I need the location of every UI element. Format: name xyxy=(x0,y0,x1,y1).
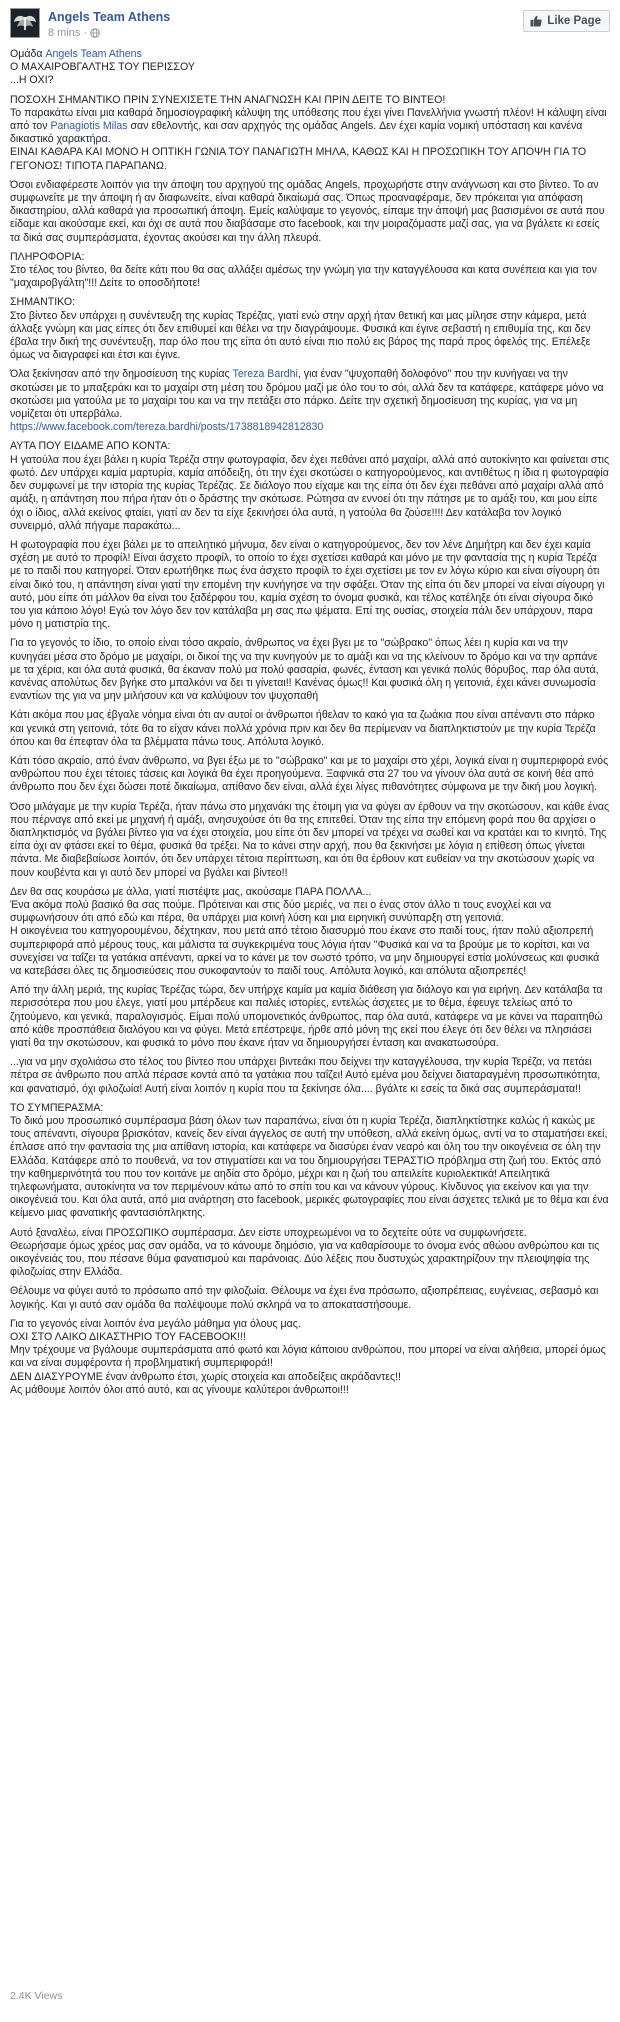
like-page-label: Like Page xyxy=(547,15,601,27)
paragraph-7: Η φωτογραφία που έχει βάλει με το απειλητικό μήνυμα, δεν είναι ο κατηγορούμενος, δεν τον λένε Δημήτρη και δεν έχει καμία σχέση με αυτό το προφίλ! Είναι άσχετο προφίλ, το οποίο το έχει σχετίσει καθαρά και μόνο με την φαντασία της η κυρία Τερέζα με το παιδί που κατηγορεί. Όταν ερωτήθηκε πως ένα άσχετο προφίλ το έχει σχετίσει με τον εν λόγω κύριο και είναι σίγουρη ότι είναι δικό του, η απάντηση είναι γιατί την επομένη την κυνήγησε να την σφάξει. Όταν της είπα ότι δεν μπορεί να είναι σίγουρη γι αυτό, μου είπε ότι μάλλον θα είναι του ξαδέρφου του, καμία σχέση το όνομα φυσικά, και τέλος κατέληξε ότι είναι σίγουρα δικό του για κάποιο λόγο! Εγώ τον λόγο δεν τον κατάλαβα μη σας πω ψέματα. Επί της ουσίας, στοιχεία πάλι δεν υπάρχουν, παρα μόνο η ματιστρία της. xyxy=(10,538,605,631)
p12-line-c: Η οικογένεια του κατηγορουμένου, δέχτηκαν, που μετά από τέτοιο διασυρμό που έκανε στο παιδί τους, ήταν πολύ αξιοπρεπή συμπεριφορά από μέρους τους, και μάλιστα τα συγκεκριμένα τους λόγια ήταν "Φυσικά και να τα βρούμε με το κορίτσι, και να συνεχίσει να ταΐζει τα γατάκια απέναντι, αρκεί να το κάνει με τον σωστό τρόπο, να μην δημιουργεί εστία μολύνσεως και φυσικά να κατεβάσει όλες τις δημοσιεύσεις που συκοφαντούν το παιδί τους. Απόλυτα λογικό, και απόλυτα αξιοπρεπές! xyxy=(10,925,600,977)
p12-line-a: Δεν θα σας κουράσω με άλλα, γιατί πιστέψτε μας, ακούσαμε ΠΑΡΑ ΠΟΛΛΑ... xyxy=(10,885,372,898)
p16-line-b: Θεωρήσαμε όμως χρέος μας σαν ομάδα, να το κάνουμε δημόσιο, για να καθαρίσουμε το όνομα ενός αθώου ανθρώπου και τις οικογένειάς του, που πέσανε θύμα φανατισμού και παράνοιας. Δύο λέξεις που δυστυχώς χαρακτηρίζουν την πλειοψηφία της φιλοζωίας στην Ελλάδα. xyxy=(10,1239,600,1279)
disclaimer-text-cont: σαν εθελοντής, και σαν αρχηγός της ομάδας Angels. Δεν έχει καμία νομική υπόσταση και κανένα δικαστικό χαρακτήρα. xyxy=(10,120,583,146)
observations-text: Η γατούλα που έχει βάλει η κυρία Τερέζα στην φωτογραφία, δεν έχει πεθάνει από μαχαίρι, αλλά από αυτοκίνητο και φαίνεται στις φωτό. Δεν υπάρχει καμία μαρτυρία, καμία απόδειξη, ότι την έχει σκοτώσει ο κατηγορούμενος, και αντιθέτως η ίδια η φωτογραφία δεν συμφωνεί με την ιστορία της κυρίας Τερέζας. Σε διάλογο που είχαμε και της είπα ότι δεν έχει πεθάνει από μαχαίρι αλλά από αμάξι, η απάντηση που πήρα ήταν ότι ο δράστης την σκότωσε. Ρώτησα αν εννοεί ότι την πάτησε με το αμάξι του, και μου είπε όχι ο ίδιος, αλλά εκείνος φταίει, γιατί αν δεν τα είχε ξεκινήσει όλα αυτά, η γατούλα θα ζούσε!!!! Δεν κατάλαβα τον λογικό συνειρμό, αλλά πήγαμε παρακάτω... xyxy=(10,453,610,532)
p16-line-a: Αυτό ξαναλέω, είναι ΠΡΟΣΩΠΙΚΟ συμπέρασμα. Δεν είστε υποχρεωμένοι να το δεχτείτε ούτε να συμφωνήσετε. xyxy=(10,1226,527,1239)
intro-paragraph xyxy=(10,48,610,88)
page-avatar[interactable] xyxy=(10,8,40,38)
disclaimer-text: Το παρακάτω είναι μια καθαρά δημοσιογραφική κάλυψη της υπόθεσης που έχει γίνει Πανελλήνια γνωστή πλέον! Η κάλυψη είναι από τον xyxy=(10,106,607,133)
time-text[interactable]: 8 mins xyxy=(48,27,81,39)
author-mention-link[interactable]: Panagiotis Milas xyxy=(50,120,128,133)
page-name-link[interactable]: Angels Team Athens xyxy=(48,10,171,24)
observations-paragraph xyxy=(10,440,610,532)
post-title: Ο ΜΑΧΑΙΡΟΒΓΑΛΤΗΣ ΤΟΥ ΠΕΡΙΣΣΟΥ xyxy=(10,61,195,74)
info-paragraph xyxy=(10,251,610,291)
paragraph-17: Θέλουμε να φύγει αυτό το πρόσωπο από την φιλοζωία. Θέλουμε να έχει ένα πρόσωπο, αξιοπρέπειας, ευγένειας, σεβασμό και λογικής. Και γι αυτό σαν ομάδα θα παλέψουμε πολύ σκληρά να το αποκαταστήσουμε. xyxy=(10,1285,599,1311)
post-subtitle: ...Η ΟΧΙ? xyxy=(10,74,54,87)
conclusion-heading: ΤΟ ΣΥΜΠΕΡΑΣΜΑ: xyxy=(10,1101,104,1114)
paragraph-13: Από την άλλη μεριά, της κυρίας Τερέζας τώρα, δεν υπήρχε καμία μα καμία διάθεση για διάλογο και για ειρήνη. Δεν κατάλαβα τα περισσότερα που μου έλεγε, γιατί μου μπέρδευε και παλιές ιστορίες, εντελώς άσχετες με το θέμα, έφευγε τελείως από το ζητούμενο, και γενικά, παραλογισμός. Είμαι πολύ υπομονετικός άνθρωπος, παρ όλα αυτά, κατάφερε να με κάνει να παραιτηθώ από κάθε προσπάθεια διαλόγου και να φύγει. Μετά επέστρεψε, ήρθε από μόνη της εκεί που έλεγε ότι δεν θέλει να πλησιάσει γιατί θα την σκοτώσουν, και φυσικά το μόνο που έκανε ήταν να δημιουργήσει ένταση και ανακατωσούρα. xyxy=(10,984,603,1050)
conclusion-paragraph xyxy=(10,1102,610,1221)
disclaimer-caps: ΕΙΝΑΙ ΚΑΘΑΡΑ ΚΑΙ ΜΟΝΟ Η ΟΠΤΙΚΗ ΓΩΝΙΑ ΤΟΥ ΠΑΝΑΓΙΩΤΗ ΜΗΛΑ, ΚΑΘΩΣ ΚΑΙ Η ΠΡΟΣΩΠΙΚΗ ΤΟΥ ΑΠΟΨΗ ΓΙΑ ΤΟ ΓΕΓΟΝΟΣ! ΤΙΠΟΤΑ ΠΑΡΑΠΑΝΩ. xyxy=(10,146,587,172)
like-page-button[interactable] xyxy=(523,10,610,32)
paragraph-10: Κάτι τόσο ακραίο, από έναν άνθρωπο, να βγει έξω με το "σώβρακο" και με το μαχαίρι στο χέρι, λογικά είναι η συμπεριφορά ενός ανθρώπου που έχει τέτοιες τάσεις και λογικά θα έχει προηγούμενα. Ξαφνικά στα 27 του να γίνουν όλα αυτά σε κοινή θέα από άνθρωπο που δεν έχει δώσει ποτέ δικαίωμα, απίθανο δεν είναι, αλλά έχει λίγες πιθανότητες σύμφωνα με την δική μου λογική. xyxy=(10,754,609,794)
important-paragraph xyxy=(10,296,610,362)
closing-line-b: ΟΧΙ ΣΤΟ ΛΑΙΚΟ ΔΙΚΑΣΤΗΡΙΟ ΤΟΥ FACEBOOK!!! xyxy=(10,1331,246,1344)
thumbs-up-icon xyxy=(530,15,542,27)
info-heading: ΠΛΗΡΟΦΟΡΙΑ: xyxy=(10,250,85,263)
person-mention-link[interactable]: Tereza Bardhi xyxy=(232,368,298,381)
facebook-post-url-link[interactable]: https://www.facebook.com/tereza.bardhi/posts/1738818942812830 xyxy=(10,421,324,434)
origin-text-cont: , για έναν "ψυχοπαθή δολοφόνο" που την κυνήγαει να την σκοτώσει με το μπαξεράκι και το μαχαίρι στη μέση του δρόμου μαζί με όλο του το σόι, αλλά δεν τα κατάφερε, κατάφερε μόνο να σκοτώσει μια γατούλα με το μαχαίρι του και να την πετάξει στο πάρκο. Δείτε την σχετική δημοσίευση της κυρίας, για να μη νομίζεται ότι υπερβάλω. xyxy=(10,368,604,421)
conclusion-text: Το δικό μου προσωπικό συμπέρασμα βάση όλων των παραπάνω, είναι ότι η κυρία Τερέζα, διαπληκτίστηκε καλώς ή κακώς με τους απέναντι, σίγουρα βρισκόταν, κανείς δεν είναι άγγελος σε αυτή την υπόθεση, αλλά εκείνη όμως, αντί να το σταματήσει εκεί, έπλασε από την φαντασία της μια απίθανη ιστορία, και κατάφερε να διασύρει έναν νεαρό και όλη του την οικογένεια σε όλη την Ελλάδα. Κατάφερε από το πουθενά, να τον στιγματίσει και να του δημιουργήσει ΤΕΡΑΣΤΙΟ πρόβλημα στη ζωή του. Εκτός από την καθημερινότητά του που τον κοιτάνε με αηδία στο δρόμο, μέχρι και η ζωή του απειλείτε κυριολεκτικά! Απειλητικά τηλεφωνήματα, αυτοκίνητα να τον περιμένουν κάτω από το σπίτι του και να κάνουν γύρους. Κίνδυνος για εκείνον και για την οικογένειά του. Και όλα αυτά, από μια ανάρτηση στο facebook, μερικές φωτογραφίες που είναι άσχετες τελικά με το θέμα και ένα κείμενο μιας φανατικής φαντασιόπληκτης. xyxy=(10,1115,609,1220)
separator-dot: · xyxy=(83,27,88,39)
post-header xyxy=(10,8,610,48)
disclaimer-paragraph xyxy=(10,94,610,173)
paragraph-11: Όσο μιλάγαμε με την κυρία Τερέζα, ήταν πάνω στο μηχανάκι της έτοιμη για να φύγει αν έρθουν να την σκοτώσουν, και κάθε ένας που πέρναγε από εκεί με μηχανή ή αμάξι, ανησυχούσε ότι θα της επιτεθεί. Όταν της είπα την επόμενη φορά που θα αρχίσει ο διαπληκτισμός να βγάλει βίντεο για να έχει στοιχεία, μου είπε ότι δεν μπορεί να τρέχει να σωθεί και να κρατάει και το κινητό. Της είπα όχι αν φτάσει εκεί το θέμα, φυσικά θα τρέξει. Να το κάνει στην αρχή, που θα ξεκινήσει με λόγια η επίθεση όπως γίνεται πάντα. Με διαβεβαίωσε λοιπόν, ότι δεν υπάρχει τέτοια περίπτωση, και ότι θα έρθουν κατ ευθείαν να την σκοτώσουν χωρίς να πουν κουβέντα και γι αυτό δεν μπορεί να βγάλει και βίντεο!! xyxy=(10,800,610,879)
paragraph-8: Για το γεγονός το ίδιο, το οποίο είναι τόσο ακραίο, άνθρωπος να έχει βγει με το "σώβρακο" όπως λέει η κυρία και να την κυνηγάει μέσα στο δρόμο με μαχαίρι, οι δικοί της να την κυνηγούν με το αμάξι και να της κλείνουν το δρόμο και να την αρπάνε με τα χέρια, και όλα αυτά φυσικά, θα έκαναν πολύ μα πολύ φασαρία, φωνές, ένταση και γενικά πολύς θόρυβος, παρ όλα αυτά, κανένας απολύτως δεν βγήκε στο μπαλκόνι να δει τι γίνεται!! Κανένας όμως!! Και φυσικά όλη η γειτονιά, έχει κάνει συνωμοσία εναντίων της για να μην μιλήσουν και να καλύψουν τον ψυχοπαθή xyxy=(10,637,599,703)
paragraph-2: Όσοι ενδιαφέρεστε λοιπόν για την άποψη του αρχηγού της ομάδας Angels, προχωρήστε στην ανάγνωση και στο βίντεο. Το αν συμφωνείτε με την άποψη ή αν διαφωνείτε, είναι καθαρά δικαίωμά σας. Όπως προαναφέραμε, δεν πρόκειται για απόφαση δικαστηρίου, αλλά καθαρά για προσωπική άποψη. Εμείς καλύψαμε το γεγονός, είπαμε την άποψή μας βασισμένοι σε αυτά που είδαμε και ακούσαμε εκεί, και όχι σε αυτά που διαβάσαμε στο facebook, και την μοιραζόμαστε μαζί σας, για να βγάλετε κι εσείς τα δικά σας συμπεράσματα, έχοντας ακούσει και την άλλη πλευρά. xyxy=(10,178,605,244)
important-heading: ΣΗΜΑΝΤΙΚΟ: xyxy=(10,296,76,309)
disclaimer-heading: ΠΟΣΟΧΗ ΣΗΜΑΝΤΙΚΟ ΠΡΙΝ ΣΥΝΕΧΙΣΕΤΕ ΤΗΝ ΑΝΑΓΝΩΣΗ ΚΑΙ ΠΡΙΝ ΔΕΙΤΕ ΤΟ ΒΙΝΤΕΟ! xyxy=(10,93,446,106)
intro-text: Ομάδα xyxy=(10,48,46,60)
closing-line-c: Μην τρέχουμε να βγάλουμε συμπεράσματα από φωτό και λόγια κάποιου ανθρώπου, που μπορεί να είναι αλήθεια, μπορεί όμως και να είναι συμφέροντα ή προβληματική συμπεριφορά!! xyxy=(10,1344,606,1370)
important-text: Στο βίντεο δεν υπάρχει η συνέντευξη της κυρίας Τερέζας, γιατί ενώ στην αρχή ήταν θετική και μας μίλησε στην κάμερα, μετά άλλαξε γνώμη και μας είπες ότι δεν επιθυμεί και θέλει να την διαγράψουμε. Φυσικά και έγινε σεβαστή η επιθυμία της, και δεν έβαλα την δική της συνέντευξη, παρ όλο που της είπα ότι αυτό είναι πιο πολύ εις βάρος της παρά προς όφελός της. Επέλεξε όμως να διαγραφεί και έτσι και έγινε. xyxy=(10,309,591,362)
page-mention-link[interactable]: Angels Team Athens xyxy=(45,48,142,60)
p12-line-b: Ένα ακόμα πολύ βασικό θα σας πούμε. Πρότειναι και στις δύο μεριές, να πει ο ένας στον άλλο τι τους ενοχλεί και να συμφωνήσουν ότι από εδώ και πέρα, θα υπάρχει μια κοινή λύση και μια ειρηνική συνύπαρξη στη γειτονιά. xyxy=(10,898,552,925)
post-body xyxy=(10,48,610,1397)
paragraph-14: ...για να μην σχολιάσω στο τέλος του βίντεο που υπάρχει βιντεάκι που δείχνει την καταγγέλουσα, την κυρία Τερέζα, να πετάει πέτρα σε άνθρωπο που απλά πέρασε κοντά από τα γατάκια που ταΐζει! Αυτό εμένα μου δείχνει διαταραγμένη προσωπικότητα, και φανατισμό, όχι φιλοζωία! Αυτή είναι λοιπόν η κυρία που τα ξεκίνησε όλα.... βγάλτε κι εσείς τα δικά σας συμπεράσματα!! xyxy=(10,1056,601,1095)
origin-paragraph xyxy=(10,368,610,434)
post-timestamp[interactable] xyxy=(48,27,100,39)
closing-line-e: Ας μάθουμε λοιπόν όλοι από αυτό, και ας γίνουμε καλύτεροι άνθρωποι!!! xyxy=(10,1383,349,1396)
paragraph-9: Κάτι ακόμα που μας έβγαλε νόημα είναι ότι αν αυτοί οι άνθρωποι ήθελαν το κακό για τα ζωάκια που είναι απέναντι στο πάρκο και γενικά στη γειτονιά, τότε θα το είχαν κάνει πολλά χρόνια πριν και δεν θα περίμεναν να διαπληκτιστούν με την κυρία Τερέζα όπου και θα έπεφταν όλα τα βλέμματα πάνω τους. Απόλυτα λογικό. xyxy=(10,709,596,748)
info-text: Στο τέλος του βίντεο, θα δείτε κάτι που θα σας αλλάξει αμέσως την γνώμη για την καταγγέλουσα και κατα συνέπεια και για τον "μαχαιροβγάλτη"!!! Δείτε το οποσδήποτε! xyxy=(10,264,597,290)
closing-line-a: Για το γεγονός είναι λοιπόν ένα μεγάλο μάθημα για όλους μας. xyxy=(10,1317,301,1330)
angel-wings-icon xyxy=(12,10,38,36)
globe-icon xyxy=(90,28,100,38)
paragraph-16 xyxy=(10,1227,610,1280)
view-count[interactable]: 2.4K Views xyxy=(10,1990,63,2002)
closing-paragraph xyxy=(10,1318,610,1397)
observations-heading: ΑΥΤΑ ΠΟΥ ΕΙΔΑΜΕ ΑΠΟ ΚΟΝΤΑ: xyxy=(10,440,171,453)
paragraph-12 xyxy=(10,886,610,978)
origin-text: Όλα ξεκίνησαν από την δημοσίευση της κυρίας xyxy=(10,368,233,381)
closing-line-d: ΔΕΝ ΔΙΑΣΥΡΟΥΜΕ έναν άνθρωπο έτσι, χωρίς στοιχεία και αποδείξεις ακράδαντες!! xyxy=(10,1370,401,1383)
